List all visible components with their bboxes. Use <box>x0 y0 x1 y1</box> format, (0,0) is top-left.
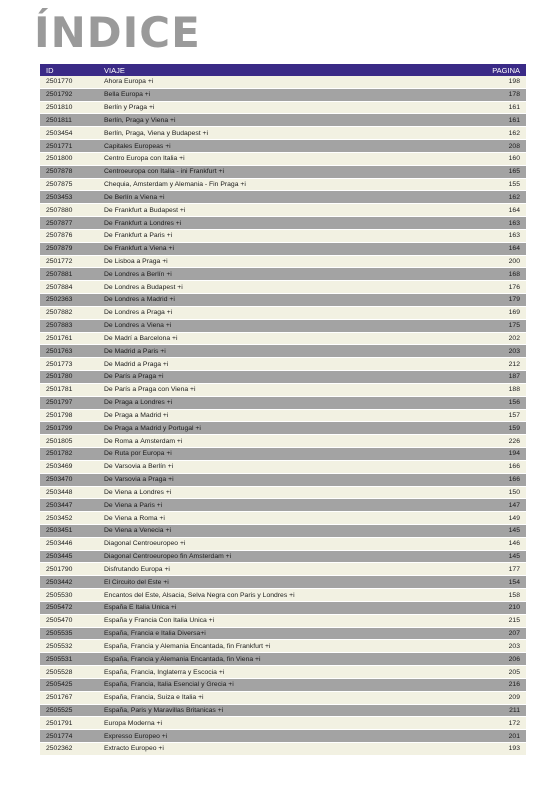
cell-page: 179 <box>508 296 520 304</box>
cell-trip: Disfrutando Europa +i <box>104 565 170 573</box>
cell-page: 172 <box>508 719 520 727</box>
cell-page: 200 <box>508 258 520 265</box>
cell-page: 163 <box>508 219 520 227</box>
cell-page: 178 <box>508 91 520 99</box>
cell-trip: De París a Praga con Viena +i <box>104 386 196 394</box>
table-row <box>40 628 526 641</box>
cell-trip: De Ruta por Europa +i <box>104 450 172 458</box>
cell-trip: De Viena a Paris +i <box>104 501 163 509</box>
table-body <box>40 76 526 756</box>
cell-id: 2501790 <box>46 565 73 573</box>
table-row <box>40 191 526 204</box>
cell-trip: España E Italia Única +i <box>104 604 177 612</box>
cell-id: 2501761 <box>46 334 73 342</box>
cell-trip: Diagonal Centroeuropeo fin Ámsterdam +i <box>104 553 232 561</box>
cell-id: 2503451 <box>46 527 73 535</box>
table-row <box>40 256 526 269</box>
cell-trip: España, Francia, Inglaterra y Escocia +i <box>104 668 225 676</box>
table-row <box>40 525 526 538</box>
cell-page: 164 <box>508 245 520 253</box>
cell-trip: De Londres a Berlín +i <box>104 270 172 278</box>
cell-trip: De Madrí a Barcelona +i <box>104 334 178 342</box>
cell-id: 2501774 <box>46 732 73 740</box>
cell-trip: Europa Moderna +i <box>104 719 162 727</box>
cell-trip: De Viena a Londres +i <box>104 488 172 496</box>
cell-page: 201 <box>508 732 520 740</box>
cell-id: 2507879 <box>46 245 73 253</box>
cell-page: 194 <box>508 450 520 458</box>
cell-page: 216 <box>508 681 520 689</box>
table-row <box>40 294 526 307</box>
cell-trip: Capitales Europeas +i <box>104 142 171 150</box>
cell-trip: De Varsovia a Berlín +i <box>104 463 174 471</box>
table-row <box>40 89 526 102</box>
table-row <box>40 692 526 705</box>
cell-id: 2505531 <box>46 655 73 663</box>
cell-trip: De Roma a Ámsterdam +i <box>104 437 183 445</box>
table-row <box>40 397 526 410</box>
cell-trip: Berlín y Praga +i <box>104 104 155 112</box>
cell-id: 2501781 <box>46 386 73 394</box>
cell-page: 161 <box>508 104 520 112</box>
cell-trip: De Lisboa a Praga +i <box>104 258 168 265</box>
cell-trip: España, Francia y Alemania Encantada, fin Frankfurt +i <box>104 642 271 650</box>
cell-id: 2507881 <box>46 270 73 278</box>
cell-id: 2501772 <box>46 258 73 265</box>
cell-trip: De Londres a Viena +i <box>104 322 172 330</box>
table-row <box>40 448 526 461</box>
table-row <box>40 602 526 615</box>
table-row <box>40 371 526 384</box>
cell-trip: Chequia, Ámsterdam y Alemania - Fin Praga +i <box>104 181 246 189</box>
cell-page: 163 <box>508 232 520 240</box>
cell-id: 2507880 <box>46 206 73 214</box>
cell-page: 155 <box>508 181 520 189</box>
cell-trip: Expresso Europeo +i <box>104 732 168 740</box>
cell-id: 2503446 <box>46 540 73 548</box>
cell-id: 2503469 <box>46 463 73 471</box>
cell-trip: España, Francia y Alemania Encantada, fin Viena +i <box>104 655 261 663</box>
cell-page: 149 <box>508 514 520 522</box>
table-row <box>40 102 526 115</box>
table-row <box>40 538 526 551</box>
cell-page: 166 <box>508 476 520 484</box>
column-header-trip: VIAJE <box>104 65 125 75</box>
table-row <box>40 487 526 500</box>
cell-page: 161 <box>508 116 520 124</box>
cell-page: 159 <box>508 424 520 432</box>
cell-id: 2501773 <box>46 360 73 368</box>
cell-trip: Berlín, Praga y Viena +i <box>104 116 176 124</box>
cell-page: 154 <box>508 578 520 586</box>
cell-id: 2501799 <box>46 424 73 432</box>
cell-trip: Centroeuropa con Italia - ini Frankfurt +i <box>104 168 224 176</box>
cell-trip: De Londres a Praga +i <box>104 309 173 317</box>
cell-page: 211 <box>509 706 520 714</box>
cell-id: 2502363 <box>46 296 73 304</box>
cell-trip: España y Francia Con Italia Única +i <box>104 617 215 625</box>
cell-trip: De Viena a Roma +i <box>104 514 165 522</box>
cell-trip: Diagonal Centroeuropeo +i <box>104 540 186 548</box>
cell-page: 187 <box>508 373 520 381</box>
cell-page: 207 <box>508 630 520 638</box>
index-table <box>40 64 526 756</box>
cell-id: 2501782 <box>46 450 73 458</box>
cell-page: 209 <box>508 694 520 702</box>
cell-trip: España, Francia, Suiza e Italia +i <box>104 694 204 702</box>
cell-id: 2505525 <box>46 706 73 714</box>
table-row <box>40 243 526 256</box>
table-row <box>40 345 526 358</box>
table-row <box>40 268 526 281</box>
cell-trip: Encantos del Este, Alsacia, Selva Negra con Paris y Londres +i <box>104 591 295 599</box>
table-row <box>40 730 526 743</box>
table-row <box>40 179 526 192</box>
cell-page: 165 <box>508 168 520 176</box>
table-row <box>40 166 526 179</box>
cell-id: 2503453 <box>46 193 73 201</box>
cell-id: 2505535 <box>46 630 73 638</box>
cell-page: 169 <box>508 309 520 317</box>
cell-id: 2505470 <box>46 617 73 625</box>
cell-trip: De Frankfurt a Londres +i <box>104 219 182 227</box>
cell-trip: De Berlín a Viena +i <box>104 193 165 201</box>
table-row <box>40 551 526 564</box>
cell-id: 2507878 <box>46 168 73 176</box>
cell-id: 2501770 <box>46 78 73 86</box>
cell-id: 2503452 <box>46 514 73 522</box>
table-row <box>40 653 526 666</box>
cell-trip: De Viena a Venecia +i <box>104 527 171 535</box>
table-row <box>40 512 526 525</box>
column-header-id: ID <box>46 65 54 75</box>
cell-id: 2507884 <box>46 283 73 291</box>
table-row <box>40 204 526 217</box>
table-row <box>40 640 526 653</box>
table-row <box>40 576 526 589</box>
cell-id: 2503442 <box>46 578 73 586</box>
cell-id: 2501805 <box>46 437 73 445</box>
table-row <box>40 281 526 294</box>
table-row <box>40 127 526 140</box>
cell-trip: Centro Europa con Italia +i <box>104 155 185 163</box>
cell-id: 2505528 <box>46 668 73 676</box>
cell-id: 2501780 <box>46 373 73 381</box>
cell-id: 2501767 <box>46 694 73 702</box>
cell-page: 145 <box>508 527 520 535</box>
cell-trip: España, Francia, Italia Esencial y Grecia +i <box>104 681 234 689</box>
cell-page: 164 <box>508 206 520 214</box>
cell-trip: Extracto Europeo +i <box>104 745 164 753</box>
table-row <box>40 114 526 127</box>
table-row <box>40 679 526 692</box>
cell-trip: El Circuito del Este +i <box>104 578 169 586</box>
cell-id: 2501800 <box>46 155 73 163</box>
cell-trip: De Frankfurt a Paris +i <box>104 232 173 240</box>
cell-page: 168 <box>508 270 520 278</box>
cell-page: 205 <box>508 668 520 676</box>
cell-trip: De Praga a Londres +i <box>104 399 173 407</box>
cell-id: 2505530 <box>46 591 73 599</box>
cell-trip: De Praga a Madrid +i <box>104 411 169 419</box>
cell-page: 166 <box>508 463 520 471</box>
table-row <box>40 589 526 602</box>
cell-page: 162 <box>508 129 520 137</box>
table-row <box>40 320 526 333</box>
table-row <box>40 410 526 423</box>
table-row <box>40 140 526 153</box>
cell-page: 176 <box>508 283 520 291</box>
cell-trip: De Frankfurt a Viena +i <box>104 245 174 253</box>
cell-trip: De Praga a Madrid y Portugal +i <box>104 424 201 432</box>
cell-page: 156 <box>508 399 520 407</box>
cell-id: 2503445 <box>46 553 73 561</box>
table-row <box>40 666 526 679</box>
cell-id: 2507875 <box>46 181 73 189</box>
cell-id: 2503447 <box>46 501 73 509</box>
cell-trip: Berlín, Praga, Viena y Budapest +i <box>104 129 208 137</box>
cell-page: 188 <box>508 386 520 394</box>
cell-page: 177 <box>508 565 520 573</box>
cell-trip: De Varsovia a Praga +i <box>104 476 174 484</box>
cell-id: 2507877 <box>46 219 73 227</box>
cell-trip: España, Paris y Maravillas Britanicas +i <box>104 706 224 714</box>
cell-id: 2501797 <box>46 399 73 407</box>
table-row <box>40 461 526 474</box>
cell-trip: De Madrid a Paris +i <box>104 347 166 355</box>
table-row <box>40 615 526 628</box>
cell-trip: De Londres a Madrid +i <box>104 296 175 304</box>
cell-page: 202 <box>508 334 520 342</box>
cell-id: 2507882 <box>46 309 73 317</box>
table-row <box>40 217 526 230</box>
cell-page: 158 <box>508 591 520 599</box>
cell-page: 198 <box>508 78 520 86</box>
cell-trip: De París a Praga +i <box>104 373 164 381</box>
table-row <box>40 76 526 89</box>
cell-id: 2503454 <box>46 129 73 137</box>
cell-page: 162 <box>508 193 520 201</box>
table-row <box>40 307 526 320</box>
cell-trip: De Madrid a Praga +i <box>104 360 169 368</box>
table-row <box>40 422 526 435</box>
table-row <box>40 230 526 243</box>
cell-trip: De Frankfurt a Budapest +i <box>104 206 186 214</box>
cell-page: 208 <box>508 142 520 150</box>
cell-page: 210 <box>508 604 520 612</box>
cell-trip: España, Francia e Italia Diversa+i <box>104 630 206 638</box>
cell-id: 2501798 <box>46 411 73 419</box>
cell-id: 2501791 <box>46 719 73 727</box>
table-row <box>40 705 526 718</box>
cell-page: 203 <box>508 642 520 650</box>
cell-id: 2501811 <box>46 116 72 124</box>
cell-id: 2507876 <box>46 232 73 240</box>
cell-id: 2507883 <box>46 322 73 330</box>
cell-page: 160 <box>508 155 520 163</box>
cell-id: 2503448 <box>46 488 73 496</box>
cell-page: 157 <box>508 411 520 419</box>
cell-trip: Ahora Europa +i <box>104 78 154 86</box>
table-row <box>40 384 526 397</box>
cell-id: 2501763 <box>46 347 73 355</box>
cell-id: 2503470 <box>46 476 73 484</box>
table-row <box>40 435 526 448</box>
cell-page: 150 <box>508 488 520 496</box>
table-row <box>40 563 526 576</box>
table-row <box>40 153 526 166</box>
cell-page: 175 <box>508 322 520 330</box>
cell-page: 215 <box>508 617 520 625</box>
cell-page: 193 <box>508 745 520 753</box>
column-header-page: PAGINA <box>492 65 520 75</box>
cell-id: 2501792 <box>46 91 73 99</box>
cell-id: 2502362 <box>46 745 73 753</box>
cell-id: 2505425 <box>46 681 73 689</box>
cell-page: 145 <box>508 553 520 561</box>
cell-id: 2505472 <box>46 604 73 612</box>
cell-trip: De Londres a Budapest +i <box>104 283 183 291</box>
table-row <box>40 717 526 730</box>
table-row <box>40 358 526 371</box>
table-row <box>40 333 526 346</box>
cell-page: 146 <box>508 540 520 548</box>
table-row <box>40 499 526 512</box>
page-title: ÍNDICE <box>34 8 201 57</box>
cell-page: 206 <box>508 655 520 663</box>
cell-trip: Bella Europa +i <box>104 91 151 99</box>
table-header <box>40 64 526 76</box>
cell-id: 2505532 <box>46 642 73 650</box>
cell-page: 147 <box>508 501 520 509</box>
cell-id: 2501810 <box>46 104 73 112</box>
cell-id: 2501771 <box>46 142 73 150</box>
cell-page: 203 <box>508 347 520 355</box>
table-row <box>40 474 526 487</box>
table-row <box>40 743 526 756</box>
cell-page: 226 <box>508 437 520 445</box>
cell-page: 212 <box>508 360 520 368</box>
